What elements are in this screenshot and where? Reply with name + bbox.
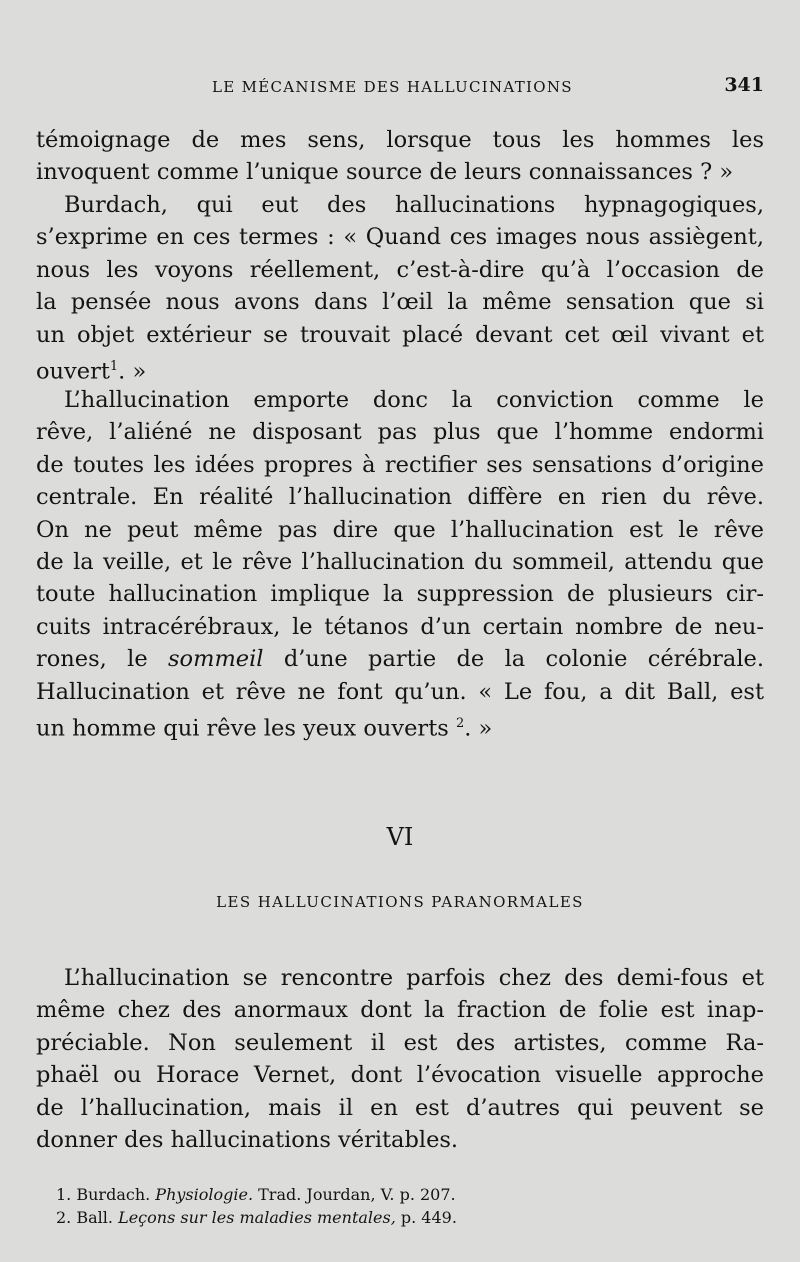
text-line: invoquent comme l’unique source de leurs connaissances ? » xyxy=(36,159,734,186)
section-title: LES HALLUCINATIONS PARANORMALES xyxy=(216,893,584,911)
text-line: s’exprime en ces termes : « Quand ces images nous assiègent, xyxy=(36,224,764,251)
text-line: préciable. Non seulement il est des artistes, comme Ra- xyxy=(36,1029,764,1056)
line-text: un homme qui rêve les yeux ouverts xyxy=(36,715,449,742)
footnote-reference: p. 449. xyxy=(400,1208,457,1227)
text-line: phaël ou Horace Vernet, dont l’évocation visuelle approche xyxy=(36,1062,764,1089)
footnotes xyxy=(56,1183,457,1229)
footnote-1 xyxy=(56,1183,457,1206)
paragraph-4 xyxy=(36,962,764,1156)
line-text: d’une partie de la colonie cérébrale. xyxy=(283,646,764,673)
text-line: même chez des anormaux dont la fraction de folie est inap- xyxy=(36,997,764,1024)
line-tail: . » xyxy=(118,358,147,385)
paragraph-2 xyxy=(36,189,764,388)
text-line: la pensée nous avons dans l’œil la même sensation que si xyxy=(36,289,764,316)
text-line: centrale. En réalité l’hallucination diffère en rien du rêve. xyxy=(36,484,764,511)
footnote-number: 2. xyxy=(56,1208,72,1227)
text-line: de la veille, et le rêve l’hallucination du sommeil, attendu que xyxy=(36,549,764,576)
running-title: LE MÉCANISME DES HALLUCINATIONS xyxy=(212,78,573,96)
text-line: On ne peut même pas dire que l’hallucination est le rêve xyxy=(36,516,764,543)
text-line: L’hallucination emporte donc la conviction comme le xyxy=(64,387,764,413)
footnote-title: Physiologie. xyxy=(155,1185,254,1204)
footnote-ref-1: 1 xyxy=(109,359,119,375)
text-line: de l’hallucination, mais il en est d’autres qui peuvent se xyxy=(36,1094,764,1121)
paragraph-1 xyxy=(36,124,764,189)
page-number: 341 xyxy=(724,74,764,96)
text-line: donner des hallucinations véritables. xyxy=(36,1127,459,1154)
text-line: Burdach, qui eut des hallucinations hypnagogiques, xyxy=(64,192,764,218)
footnote-author: Burdach. xyxy=(76,1185,151,1204)
text-line xyxy=(36,643,764,675)
footnote-title: Leçons sur les maladies mentales, xyxy=(118,1208,396,1227)
text-line: témoignage de mes sens, lorsque tous les hommes les xyxy=(36,127,764,153)
section-number: VI xyxy=(386,823,414,851)
footnote-ref-2: 2 xyxy=(455,716,465,732)
text-line xyxy=(36,351,764,388)
footnote-number: 1. xyxy=(56,1185,72,1204)
text-line xyxy=(36,708,764,745)
footnote-author: Ball. xyxy=(76,1208,113,1227)
italic-word: sommeil xyxy=(168,646,264,673)
text-line: nous les voyons réellement, c’est-à-dire qu’à l’occasion de xyxy=(36,256,764,283)
text-line: Hallucination et rêve ne font qu’un. « Le fou, a dit Ball, est xyxy=(36,678,764,705)
footnote-reference: Trad. Jourdan, V. p. 207. xyxy=(258,1185,456,1204)
text-line: L’hallucination se rencontre parfois chez des demi-fous et xyxy=(64,965,764,991)
text-line: cuits intracérébraux, le tétanos d’un certain nombre de neu- xyxy=(36,613,764,640)
text-line: toute hallucination implique la suppression de plusieurs cir- xyxy=(36,581,764,608)
paragraph-3 xyxy=(36,384,764,745)
text-line: rêve, l’aliéné ne disposant pas plus que l’homme endormi xyxy=(36,419,764,446)
footnote-2 xyxy=(56,1206,457,1229)
text-line: de toutes les idées propres à rectifier ses sensations d’origine xyxy=(36,451,764,478)
line-tail: . » xyxy=(464,715,493,742)
text-line: un objet extérieur se trouvait placé devant cet œil vivant et xyxy=(36,321,764,348)
line-text: rones, le xyxy=(36,646,148,673)
line-text: ouvert xyxy=(36,358,110,385)
